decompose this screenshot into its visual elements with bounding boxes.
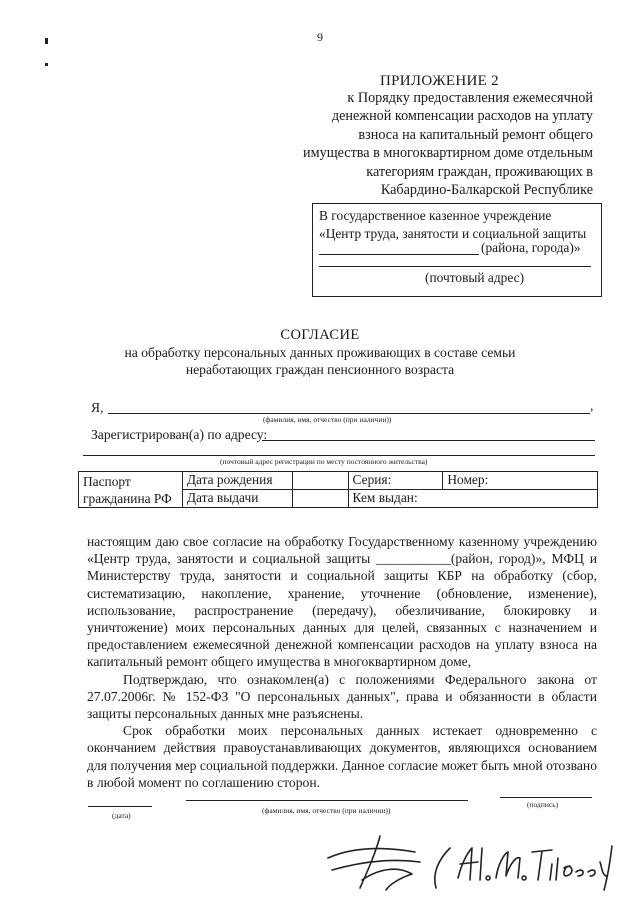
passport-label-line: гражданина РФ (83, 491, 172, 506)
scan-speck (45, 63, 48, 66)
consent-body (87, 533, 597, 791)
date-caption: (дата) (112, 811, 131, 820)
comma: , (590, 398, 594, 413)
signature-stroke (496, 852, 520, 878)
issued-by-label: Кем выдан: (348, 490, 597, 508)
signature-stroke (600, 846, 612, 890)
address-caption: (почтовый адрес регистрации по месту постоянного жительства) (220, 457, 428, 466)
consent-subtitle-line: неработающих граждан пенсионного возраста (185, 362, 455, 377)
series-label: Серия: (348, 472, 443, 490)
addressee-line-2: «Центр труда, занятости и социальной защиты (319, 226, 587, 241)
ya-label: Я, (91, 400, 104, 415)
footer-name-field[interactable] (186, 800, 468, 801)
appendix-reference (263, 89, 593, 199)
consent-paragraph-1: настоящим даю свое согласие на обработку Государственному казенному учреждению «Центр труда, занятости и социальной защиты ___________(район, город)», МФЦ и Министерству труда, занятости и социальной защиты КБР на обработку (сбор, систематизацию, накопление, хранение, уточнение (обновление, изменение), использование, распространение (передачу), обезличивание, блокировку и уничтожение) моих персональных данных для целей, связанных с назначением и предоставлением ежемесячной денежной компенсации расходов на уплату взноса на капитальный ремонт общего имущества в многоквартирном доме, (87, 534, 597, 670)
signature-stroke (435, 848, 450, 888)
consent-subtitle-line: на обработку персональных данных проживающих в составе семьи (124, 345, 516, 360)
passport-table (78, 471, 598, 508)
passport-label-line: Паспорт (83, 474, 131, 489)
addressee-line-3: (района, города)» (481, 240, 581, 255)
handwritten-signature (320, 818, 620, 898)
consent-paragraph-2: Подтверждаю, что ознакомлен(а) с положениями Федерального закона от 27.07.2006г. № 152-ФЗ "О персональных данных", права и обязанности в области защиты персональных данных мне разъяснены. (87, 671, 597, 722)
signature-stroke (486, 876, 490, 880)
signature-caption: (подпись) (527, 800, 559, 809)
signature-stroke (532, 850, 558, 880)
addressee-line-1: В государственное казенное учреждение (319, 208, 552, 223)
consent-paragraph-3: Срок обработки моих персональных данных истекает одновременно с окончанием действия правоустанавливающих документов, являющихся основанием для получения мер социальной поддержки. Данное согласие может быть мной отозвано в любой момент по соглашению сторон. (87, 723, 597, 790)
appendix-title: ПРИЛОЖЕНИЕ 2 (380, 73, 499, 89)
registered-label: Зарегистрирован(а) по адресу: (91, 427, 268, 442)
postal-address-caption: (почтовый адрес) (425, 270, 525, 285)
signature-stroke (576, 870, 595, 876)
issue-date-label: Дата выдачи (182, 490, 292, 508)
consent-subtitle (0, 344, 640, 378)
signature-field[interactable] (500, 797, 592, 798)
birth-date-label: Дата рождения (182, 472, 292, 490)
date-field[interactable] (88, 806, 152, 807)
signature-stroke (328, 849, 415, 858)
signature-stroke (362, 869, 412, 890)
birth-date-field[interactable] (292, 472, 348, 490)
consent-title: СОГЛАСИЕ (280, 327, 360, 343)
address-field-1[interactable] (262, 440, 595, 441)
passport-label (79, 472, 183, 508)
appendix-line: имущества в многоквартирном доме отдельным (303, 145, 593, 162)
signature-stroke (564, 866, 572, 876)
number-label: Номер: (443, 472, 598, 490)
full-name-caption: (фамилия, имя, отчество (при наличии)) (263, 415, 392, 424)
footer-name-caption: (фамилия, имя, отчество (при наличии)) (262, 806, 391, 815)
issue-date-field[interactable] (292, 490, 348, 508)
full-name-field[interactable] (108, 413, 590, 414)
appendix-line: Кабардино-Балкарской Республике (380, 182, 593, 199)
page-number: 9 (317, 30, 323, 44)
district-blank[interactable] (319, 254, 479, 255)
appendix-line: денежной компенсации расходов на уплату (331, 108, 593, 125)
appendix-line: к Порядку предоставления ежемесячной (347, 90, 593, 106)
postal-address-blank[interactable] (319, 266, 591, 267)
appendix-line: категориям граждан, проживающих в (366, 163, 593, 180)
signature-stroke (458, 848, 482, 880)
appendix-line: взноса на капитальный ремонт общего (358, 126, 593, 143)
address-field-2[interactable] (83, 455, 595, 456)
signature-stroke (332, 860, 420, 870)
signature-stroke (522, 876, 526, 880)
addressee-box (312, 203, 602, 297)
scan-speck (45, 38, 48, 44)
